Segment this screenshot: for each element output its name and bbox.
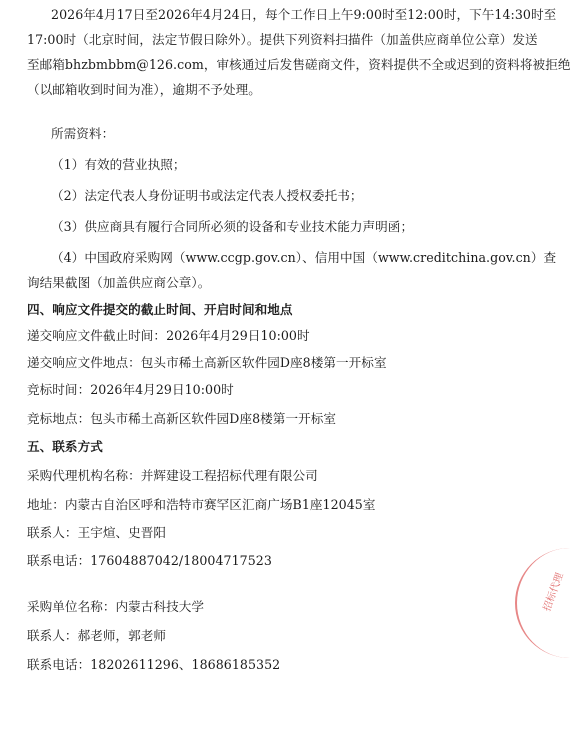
agency-address: 地址：内蒙古自治区呼和浩特市赛罕区汇商广场B1座12045室 (27, 497, 376, 512)
required-item-4-line-1: （4）中国政府采购网（www.ccgp.gov.cn）、信用中国（www.creditchina.gov.cn）查 (51, 250, 557, 265)
submission-deadline: 递交响应文件截止时间：2026年4月29日10:00时 (27, 328, 310, 343)
buyer-contact: 联系人：郝老师，郭老师 (27, 628, 167, 643)
intro-line-2: 17:00时（北京时间，法定节假日除外）。提供下列资料扫描件（加盖供应商单位公章）发送 (27, 32, 538, 47)
bid-time: 竞标时间：2026年4月29日10:00时 (27, 382, 234, 397)
buyer-phone: 联系电话：18202611296、18686185352 (27, 657, 281, 672)
required-item-2: （2）法定代表人身份证明书或法定代表人授权委托书； (51, 188, 363, 203)
required-title: 所需资料： (51, 126, 115, 141)
required-item-3: （3）供应商具有履行合同所必须的设备和专业技术能力声明函； (51, 219, 414, 234)
buyer-name: 采购单位名称：内蒙古科技大学 (27, 599, 205, 614)
agency-phone: 联系电话：17604887042/18004717523 (27, 553, 272, 568)
agency-name: 采购代理机构名称：并辉建设工程招标代理有限公司 (27, 468, 318, 483)
intro-line-4: （以邮箱收到时间为准），逾期不予处理。 (27, 82, 261, 97)
agency-contact: 联系人：王宇煊、史晋阳 (27, 525, 167, 540)
required-item-1: （1）有效的营业执照； (51, 157, 186, 172)
section-5-heading: 五、联系方式 (27, 439, 103, 454)
intro-line-3: 至邮箱bhzbmbbm@126.com，审核通过后发售磋商文件，资料提供不全或迟到的资料将被拒绝 (27, 57, 571, 72)
bid-location: 竞标地点：包头市稀土高新区软件园D座8楼第一开标室 (27, 411, 337, 426)
submission-location: 递交响应文件地点：包头市稀土高新区软件园D座8楼第一开标室 (27, 355, 387, 370)
required-item-4-line-2: 询结果截图（加盖供应商公章）。 (27, 275, 211, 290)
section-4-heading: 四、响应文件提交的截止时间、开启时间和地点 (27, 302, 293, 317)
official-seal-text: 招标代理 (541, 571, 566, 613)
intro-line-1: 2026年4月17日至2026年4月24日，每个工作日上午9:00时至12:00时，下午14:30时至 (51, 7, 557, 22)
